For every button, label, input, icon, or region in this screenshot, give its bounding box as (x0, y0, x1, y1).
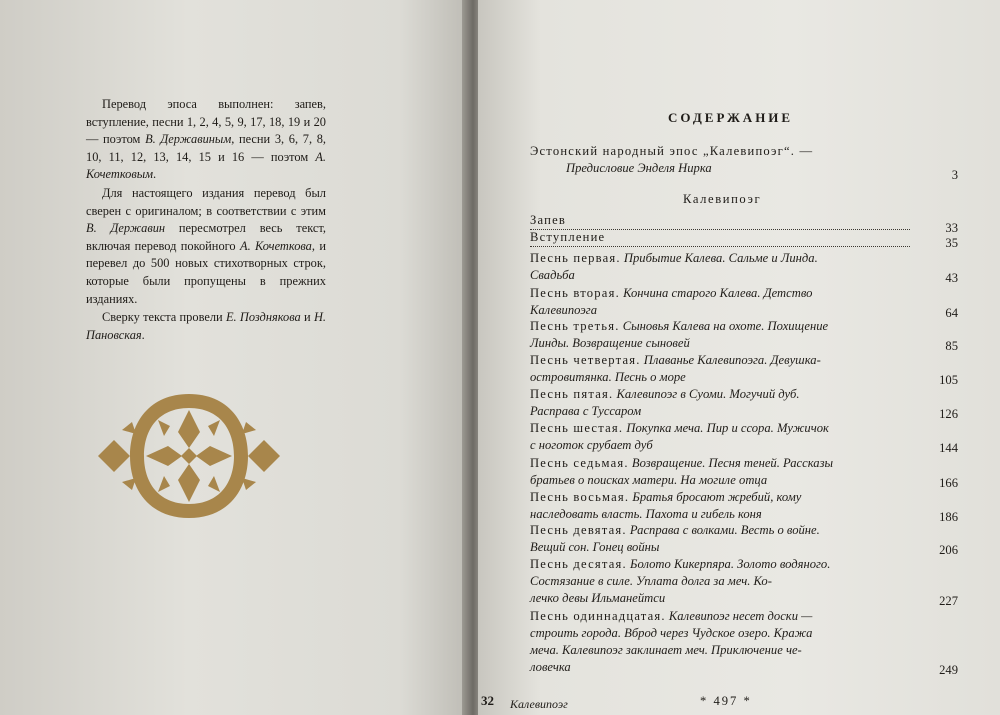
page-number: 227 (939, 594, 958, 608)
folio-right: * 497 * (700, 694, 752, 708)
song-title: Калевипоэг несет доски — (665, 609, 813, 623)
translator-name: А. Кочеткова (240, 238, 312, 253)
toc-entry (530, 318, 958, 352)
song-title: Болото Кикерпяра. Золото водяного. (626, 557, 831, 571)
ornament-right-diamond (248, 440, 280, 472)
song-title: Свадьба (530, 268, 575, 282)
folk-ornament-icon (98, 392, 280, 520)
song-title: островитянка. Песнь о море (530, 370, 686, 384)
song-label: Песнь девятая. (530, 523, 627, 537)
song-label: Песнь четвертая. (530, 353, 641, 367)
toc-entry (530, 420, 958, 454)
ornament-corner (158, 420, 170, 436)
toc-entry-preface (530, 143, 958, 182)
song-title: лечко девы Ильманейтси (530, 591, 666, 605)
song-title: Расправа с Туссаром (530, 404, 642, 418)
song-title: Плаванье Калевипоэга. Девушка- (640, 353, 821, 367)
translator-name: А. Кочетковым (86, 149, 326, 182)
entry-line: Эстонский народный эпос „Калевипоэг“. — (530, 144, 814, 158)
song-label: Песнь восьмая. (530, 490, 630, 504)
song-title: Расправа с волками. Весть о войне. (626, 523, 820, 537)
song-title: Братья бросают жребий, кому (629, 490, 802, 504)
credits-text: Сверку текста провели (102, 310, 226, 325)
credits-paragraph-2 (86, 185, 326, 308)
song-label: Песнь десятая. (530, 557, 627, 571)
song-title: с ноготок срубает дуб (530, 438, 653, 452)
toc-entry (530, 455, 958, 489)
song-title: Прибытие Калева. Сальме и Линда. (620, 251, 818, 265)
page-number: 85 (945, 339, 958, 353)
entry-line: Предисловие Энделя Нирка (566, 161, 712, 175)
page-number: 126 (939, 407, 958, 421)
song-title: Состязание в силе. Уплата долга за меч. Ко- (530, 574, 772, 588)
toc-entry (530, 250, 958, 284)
left-page (0, 0, 470, 715)
credits-text: Перевод эпоса выполнен: запев, вступление, песни 1, 2, 4, 5, 9, 17, 18, 19 и 20 — поэтом (86, 97, 326, 147)
toc-entry (530, 285, 958, 319)
translator-name: В. Державин (86, 221, 166, 236)
page-number: 186 (939, 510, 958, 524)
page-number: 105 (939, 373, 958, 387)
page-number: 144 (939, 441, 958, 455)
translation-credits (86, 96, 326, 344)
toc-entry (530, 352, 958, 386)
section-title: Калевипоэг (683, 192, 762, 206)
page-number: 43 (945, 271, 958, 285)
credits-text: . (141, 327, 145, 342)
ornament-corner (158, 476, 170, 492)
toc-entry (530, 522, 958, 556)
editor-name: Е. Позднякова (225, 310, 301, 325)
credits-text: , песни 3, 6, 7, 8, 10, 11, 12, 13, 14, 15 и 16 — поэтом (86, 132, 326, 164)
song-title: меча. Калевипоэг заклинает меч. Приключение че- (530, 643, 802, 657)
credits-paragraph-3 (86, 309, 326, 344)
ornament-petal-right (196, 446, 232, 466)
page-number: 249 (939, 663, 958, 677)
song-label: Песнь третья. (530, 319, 620, 333)
song-label: Песнь седьмая. (530, 456, 629, 470)
toc-entry (530, 556, 958, 607)
entry-line: Вступление (530, 229, 910, 247)
ornament-corner (208, 476, 220, 492)
ornament-corner (208, 420, 220, 436)
song-title: Вещий сон. Гонец войны (530, 540, 660, 554)
song-title: Сыновья Калева на охоте. Похищение (619, 319, 829, 333)
song-title: Линды. Возвращение сыновей (530, 336, 690, 350)
translator-name: В. Державиным (145, 132, 232, 147)
page-number: 35 (945, 236, 958, 250)
ornament-left-diamond (98, 440, 130, 472)
toc-entry (530, 386, 958, 420)
toc-entry (530, 212, 958, 235)
song-label: Песнь пятая. (530, 387, 614, 401)
toc-entry (530, 229, 958, 250)
running-head: Калевипоэг (510, 697, 568, 711)
editor-name: Н. Пановская (86, 310, 327, 342)
song-title: Покупка меча. Пир и ссора. Мужичок (623, 421, 829, 435)
ornament-center (181, 448, 197, 464)
folio-left: 32 (481, 693, 494, 708)
ornament-petal-left (146, 446, 182, 466)
song-title: Калевипоэг в Суоми. Могучий дуб. (613, 387, 800, 401)
credits-text: Для настоящего издания перевод был сверен с оригиналом; в соответствии с этим (86, 185, 326, 218)
credits-paragraph-1 (86, 96, 326, 184)
toc-entry (530, 608, 958, 676)
credits-text: . (153, 167, 157, 182)
song-label: Песнь одиннадцатая. (530, 609, 666, 623)
song-title: Возвращение. Песня теней. Рассказы (628, 456, 834, 470)
toc-title: СОДЕРЖАНИЕ (668, 110, 794, 125)
page-number: 206 (939, 543, 958, 557)
page-number: 64 (945, 306, 958, 320)
song-title: Калевипоэга (530, 303, 598, 317)
song-label: Песнь первая. (530, 251, 621, 265)
credits-text: пересмотрел весь текст, включая перевод покойного (86, 221, 326, 253)
toc-entry (530, 489, 958, 523)
credits-text: , и перевел до 500 новых стихотворных строк, которые были пропущены в прежних изданиях. (86, 238, 327, 306)
entry-line: Запев (530, 212, 910, 230)
page-number: 3 (951, 168, 958, 182)
song-title: ловечка (530, 660, 571, 674)
credits-text: и (300, 310, 314, 325)
song-label: Песнь вторая. (530, 286, 620, 300)
song-label: Песнь шестая. (530, 421, 624, 435)
right-page (478, 0, 1000, 715)
ornament-petal-top (178, 410, 200, 448)
page-number: 33 (945, 221, 958, 235)
song-title: строить города. Вброд через Чудское озеро. Кража (530, 626, 813, 640)
page-number: 166 (939, 476, 958, 490)
ornament-petal-bottom (178, 464, 200, 502)
song-title: наследовать власть. Пахота и гибель коня (530, 507, 762, 521)
song-title: Кончина старого Калева. Детство (619, 286, 813, 300)
song-title: братьев о поисках матери. На могиле отца (530, 473, 768, 487)
